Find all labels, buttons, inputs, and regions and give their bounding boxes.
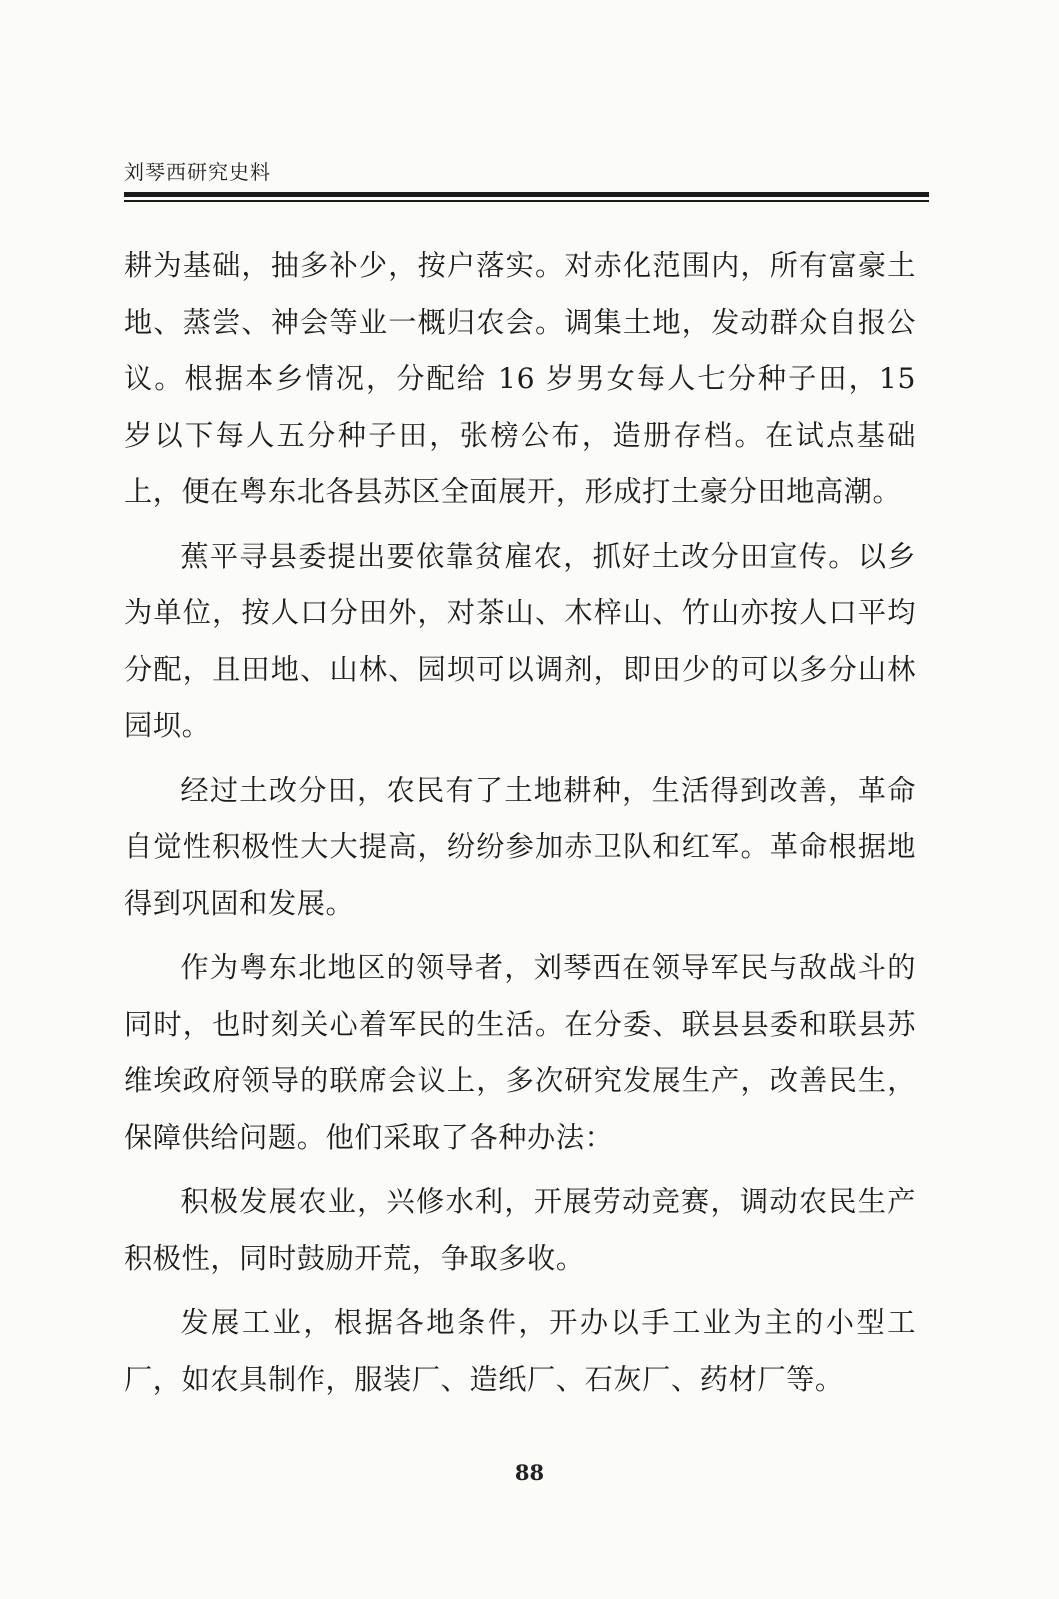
page-body: [124, 238, 916, 1416]
paragraph: 经过土改分田，农民有了土地耕种，生活得到改善，革命自觉性积极性大大提高，纷纷参加赤卫队和红军。革命根据地得到巩固和发展。: [124, 773, 916, 920]
paragraph: 积极发展农业，兴修水利，开展劳动竞赛，调动农民生产积极性，同时鼓励开荒，争取多收。: [124, 1185, 916, 1275]
running-header: [124, 160, 929, 202]
book-title: 刘琴西研究史料: [124, 160, 271, 184]
header-rule-thin: [124, 200, 929, 202]
paragraph-continued: 耕为基础，抽多补少，按户落实。对赤化范围内，所有富豪土地、蒸尝、神会等业一概归农会。调集土地，发动群众自报公议。根据本乡情况，分配给 16 岁男女每人七分种子田，15 岁以下每人五分种子田，张榜公布，造册存档。在试点基础上，便在粤东北各县苏区全面展开，形成打土豪分田地高潮。: [124, 249, 916, 508]
page-number: 88: [514, 1460, 545, 1485]
paragraph: 蕉平寻县委提出要依靠贫雇农，抓好土改分田宣传。以乡为单位，按人口分田外，对茶山、木梓山、竹山亦按人口平均分配，且田地、山林、园坝可以调剂，即田少的可以多分山林园坝。: [124, 539, 916, 742]
paragraph: 发展工业，根据各地条件，开办以手工业为主的小型工厂，如农具制作，服装厂、造纸厂、石灰厂、药材厂等。: [124, 1306, 916, 1396]
paragraph: 作为粤东北地区的领导者，刘琴西在领导军民与敌战斗的同时，也时刻关心着军民的生活。在分委、联县县委和联县苏维埃政府领导的联席会议上，多次研究发展生产，改善民生，保障供给问题。他们采取了各种办法：: [124, 951, 916, 1154]
